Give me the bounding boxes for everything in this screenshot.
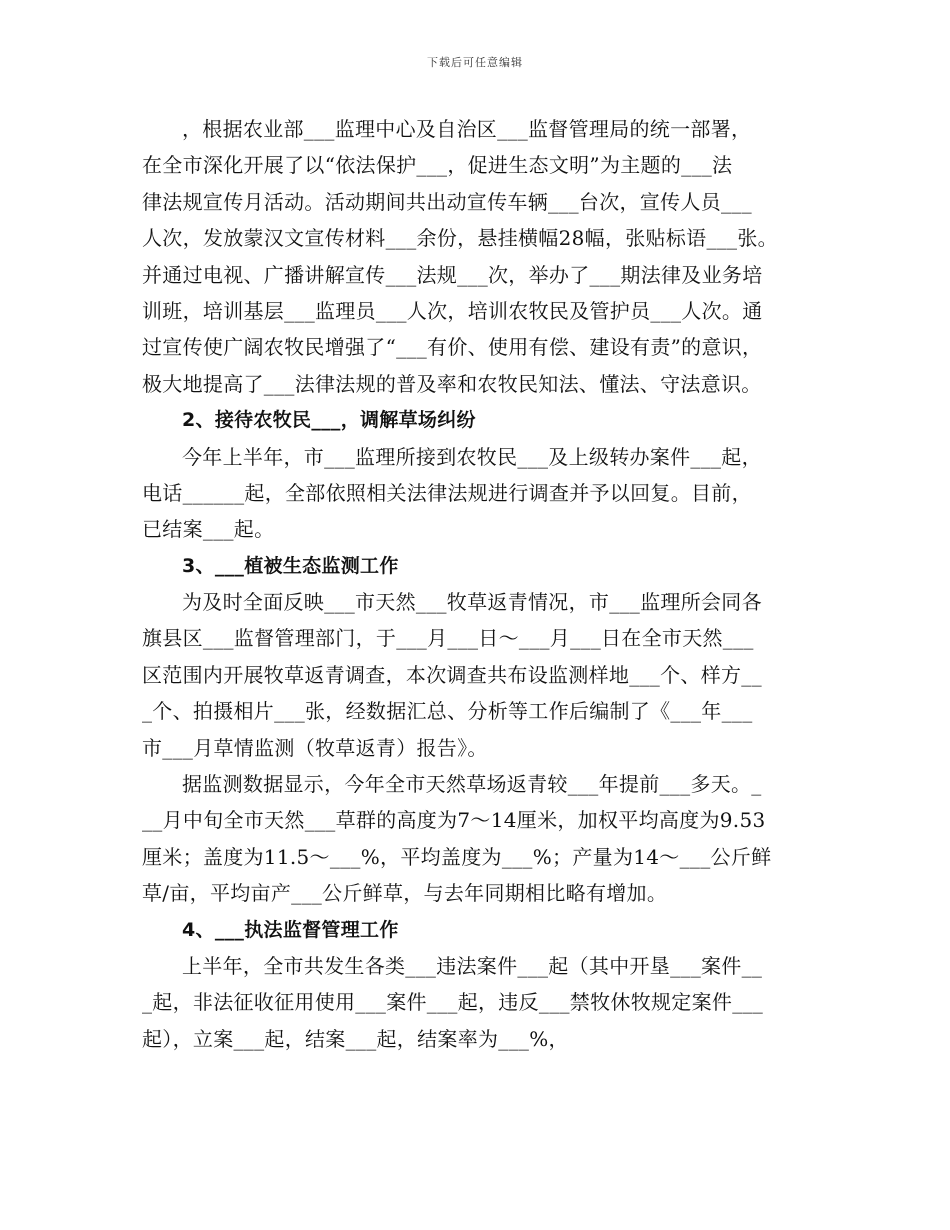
para1-line-4: 人次，发放蒙汉文宣传材料___余份，悬挂横幅28幅，张贴标语___张。 xyxy=(142,226,778,251)
section-heading-4: 4、___执法监督管理工作 xyxy=(182,918,399,941)
para1-line-8: 极大地提高了___法律法规的普及率和农牧民知法、懂法、守法意识。 xyxy=(142,371,762,396)
para4-line-4: 草/亩，平均亩产___公斤鲜草，与去年同期相比略有增加。 xyxy=(142,881,668,906)
document-body xyxy=(142,111,812,1057)
para2-line-2: 电话______起，全部依照相关法律法规进行调查并予以回复。目前， xyxy=(142,480,752,505)
page-header: 下载后可任意编辑 xyxy=(427,56,523,69)
para5-line-2: _起，非法征收征用使用___案件___起，违反___禁牧休牧规定案件___ xyxy=(142,990,764,1015)
para4-line-1: 据监测数据显示，今年全市天然草场返青较___年提前___多天。_ xyxy=(182,772,762,797)
para2-line-1: 今年上半年，市___监理所接到农牧民___及上级转办案件___起， xyxy=(182,444,762,469)
para1-line-7: 过宣传使广阔农牧民增强了“___有价、使用有偿、建设有责”的意识， xyxy=(142,335,763,360)
para3-line-3: 区范围内开展牧草返青调查，本次调查共布设监测样地___个、样方__ xyxy=(142,662,762,687)
para5-line-1: 上半年，全市共发生各类___违法案件___起（其中开垦___案件__ xyxy=(182,953,763,978)
section-heading-2: 2、接待农牧民___，调解草场纠纷 xyxy=(182,409,476,432)
para3-line-2: 旗县区___监督管理部门，于___月___日～___月___日在全市天然___ xyxy=(142,626,754,651)
para3-line-1: 为及时全面反映___市天然___牧草返青情况，市___监理所会同各 xyxy=(182,590,762,615)
para4-line-3: 厘米；盖度为11.5～___%，平均盖度为___%；产量为14～___公斤鲜 xyxy=(142,844,772,869)
para1-line-6: 训班，培训基层___监理员___人次，培训农牧民及管护员___人次。通 xyxy=(142,298,763,323)
para5-line-3: 起），立案___起，结案___起，结案率为___%， xyxy=(142,1026,569,1051)
para2-line-3: 已结案___起。 xyxy=(142,517,275,542)
para1-line-5: 并通过电视、广播讲解宣传___法规___次，举办了___期法律及业务培 xyxy=(142,262,763,287)
para4-line-2: __月中旬全市天然___草群的高度为7～14厘米，加权平均高度为9.53 xyxy=(142,808,766,833)
para3-line-4: _个、拍摄相片___张，经数据汇总、分析等工作后编制了《___年___ xyxy=(142,699,753,724)
para1-line-3: 律法规宣传月活动。活动期间共出动宣传车辆___台次，宣传人员___ xyxy=(142,189,752,214)
para1-line-2: 在全市深化开展了以“依法保护___，促进生态文明”为主题的___法 xyxy=(142,153,733,178)
para3-line-5: 市___月草情监测（牧草返青）报告》。 xyxy=(142,735,488,760)
section-heading-3: 3、___植被生态监测工作 xyxy=(182,554,399,577)
para1-line-1: ，根据农业部___监理中心及自治区___监督管理局的统一部署， xyxy=(182,117,752,141)
